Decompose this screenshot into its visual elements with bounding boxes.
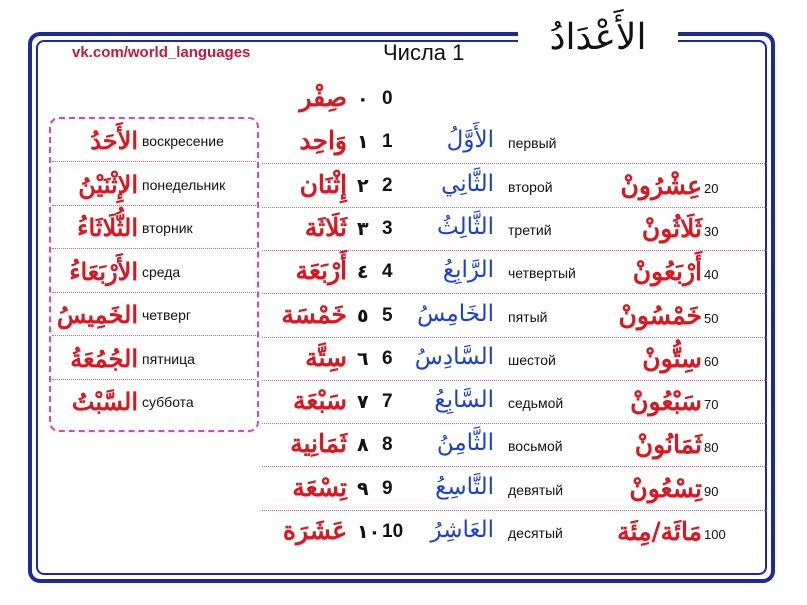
cardinal-arabic: وَاحِد (299, 126, 347, 156)
western-digit: 0 (382, 88, 393, 109)
number-row (262, 78, 767, 121)
number-row (262, 251, 767, 294)
weekday-row (52, 337, 256, 380)
ordinal-russian: девятый (508, 481, 564, 498)
page-subtitle: Числа 1 (383, 40, 465, 65)
tens-number: 60 (704, 353, 719, 369)
weekday-arabic: الأَحَدُ (90, 126, 138, 155)
cardinal-arabic: خَمْسَة (281, 299, 347, 329)
western-digit: 4 (382, 261, 393, 283)
tens-arabic: عِشْرُونْ (620, 170, 702, 200)
number-row (262, 381, 767, 424)
cardinal-arabic: صِفْر (299, 83, 347, 112)
arabic-digit: ٥ (357, 304, 369, 327)
arabic-digit: ٨ (357, 434, 369, 457)
tens-number: 40 (704, 267, 719, 283)
ordinal-russian: четвертый (508, 265, 576, 282)
weekday-row (52, 380, 256, 423)
weekday-russian: вторник (142, 220, 193, 236)
cardinal-arabic: أَرْبَعَة (295, 256, 347, 286)
tens-number: 80 (704, 440, 719, 456)
ordinal-russian: десятый (508, 525, 563, 541)
arabic-digit: ٢ (357, 174, 369, 197)
western-digit: 6 (382, 347, 393, 369)
arabic-digit: ٦ (357, 347, 369, 370)
weekday-arabic: الخَمِيسُ (56, 300, 138, 329)
weekday-arabic: الإِثْنَيْنُ (78, 169, 138, 199)
number-row (262, 338, 767, 381)
number-row (262, 511, 767, 554)
number-row (262, 121, 767, 164)
tens-number: 20 (704, 180, 719, 196)
ordinal-russian: восьмой (508, 438, 563, 455)
weekday-arabic: الثُّلَاثَاءُ (77, 213, 138, 242)
cardinal-arabic: سِتَّة (305, 342, 347, 372)
cardinal-arabic: سَبْعَة (293, 386, 347, 416)
weekday-arabic: الأَرْبَعَاءُ (69, 256, 138, 286)
ordinal-russian: шестой (508, 351, 556, 368)
ordinal-russian: второй (508, 178, 553, 195)
weekday-russian: среда (142, 263, 181, 280)
tens-arabic: مَائَة/مِئَة (617, 517, 702, 546)
weekday-row (52, 293, 256, 336)
page-title: الأَعْدَادُ (549, 16, 647, 58)
western-digit: 3 (382, 217, 393, 239)
title-box (518, 6, 678, 68)
arabic-digit: ٧ (357, 391, 369, 414)
ordinal-arabic: الأَوَّلُ (446, 127, 494, 154)
western-digit: 8 (382, 434, 393, 456)
tens-number: 100 (704, 527, 726, 542)
number-row (262, 468, 767, 511)
arabic-digit: ٩ (357, 477, 369, 500)
tens-arabic: سِتُّونْ (642, 343, 702, 373)
weekday-russian: воскресение (142, 133, 224, 149)
weekday-russian: понедельник (142, 176, 226, 193)
western-digit: 10 (382, 521, 404, 542)
ordinal-arabic: العَاشِرُ (430, 517, 494, 543)
ordinal-arabic: الرَّابِعُ (442, 257, 494, 284)
weekday-row (52, 206, 256, 249)
ordinal-russian: пятый (508, 308, 548, 325)
ordinal-russian: первый (508, 135, 557, 152)
western-digit: 5 (382, 304, 393, 326)
tens-number: 30 (704, 223, 719, 239)
cardinal-arabic: ثَمَانِية (290, 429, 347, 459)
cardinal-arabic: عَشَرَة (282, 516, 347, 545)
cardinal-arabic: ثَلَاثَة (304, 212, 347, 242)
tens-arabic: ثَلَاثُونْ (641, 213, 702, 243)
ordinal-arabic: التَّاسِعُ (435, 473, 494, 500)
weekday-arabic: السَّبْتُ (71, 387, 138, 416)
weekday-row (52, 250, 256, 293)
arabic-digit: ٣ (357, 217, 369, 240)
weekday-russian: четверг (142, 307, 191, 323)
arabic-digit: ٠ (357, 88, 369, 110)
number-row (262, 165, 767, 208)
weekday-russian: пятница (142, 350, 195, 367)
ordinal-arabic: الثَّالِثُ (437, 213, 494, 240)
weekday-row (52, 119, 256, 162)
weekday-row (52, 163, 256, 206)
tens-arabic: سَبْعُونْ (630, 387, 702, 417)
weekday-russian: суббота (142, 394, 194, 410)
western-digit: 7 (382, 391, 393, 413)
cardinal-arabic: تِسْعَة (292, 472, 347, 502)
ordinal-russian: седьмой (508, 395, 564, 412)
number-row (262, 424, 767, 467)
ordinal-arabic: الثَّانِي (441, 170, 494, 197)
number-row (262, 208, 767, 251)
arabic-digit: ١٠ (357, 521, 381, 543)
tens-arabic: أَرْبَعُونْ (632, 257, 702, 287)
tens-number: 50 (704, 310, 719, 326)
tens-arabic: خَمْسُونْ (618, 300, 702, 330)
tens-arabic: تِسْعُونْ (629, 473, 702, 503)
western-digit: 2 (382, 174, 393, 196)
cardinal-arabic: إِثْنَان (299, 169, 347, 199)
ordinal-arabic: السَّادِسُ (414, 343, 494, 370)
tens-number: 90 (704, 483, 719, 499)
arabic-digit: ١ (357, 131, 369, 154)
number-row (262, 295, 767, 338)
tens-number: 70 (704, 397, 719, 413)
ordinal-russian: третий (508, 221, 552, 238)
tens-arabic: ثَمَانُونْ (634, 430, 702, 460)
ordinal-arabic: الخَامِسُ (417, 300, 494, 327)
arabic-digit: ٤ (357, 261, 369, 284)
weekday-arabic: الجُمُعَةُ (70, 343, 138, 373)
ordinal-arabic: الثَّامِنُ (436, 430, 494, 457)
site-link[interactable]: vk.com/world_languages (72, 44, 251, 61)
western-digit: 1 (382, 131, 393, 153)
ordinal-arabic: السَّابِعُ (434, 387, 494, 414)
western-digit: 9 (382, 477, 393, 499)
